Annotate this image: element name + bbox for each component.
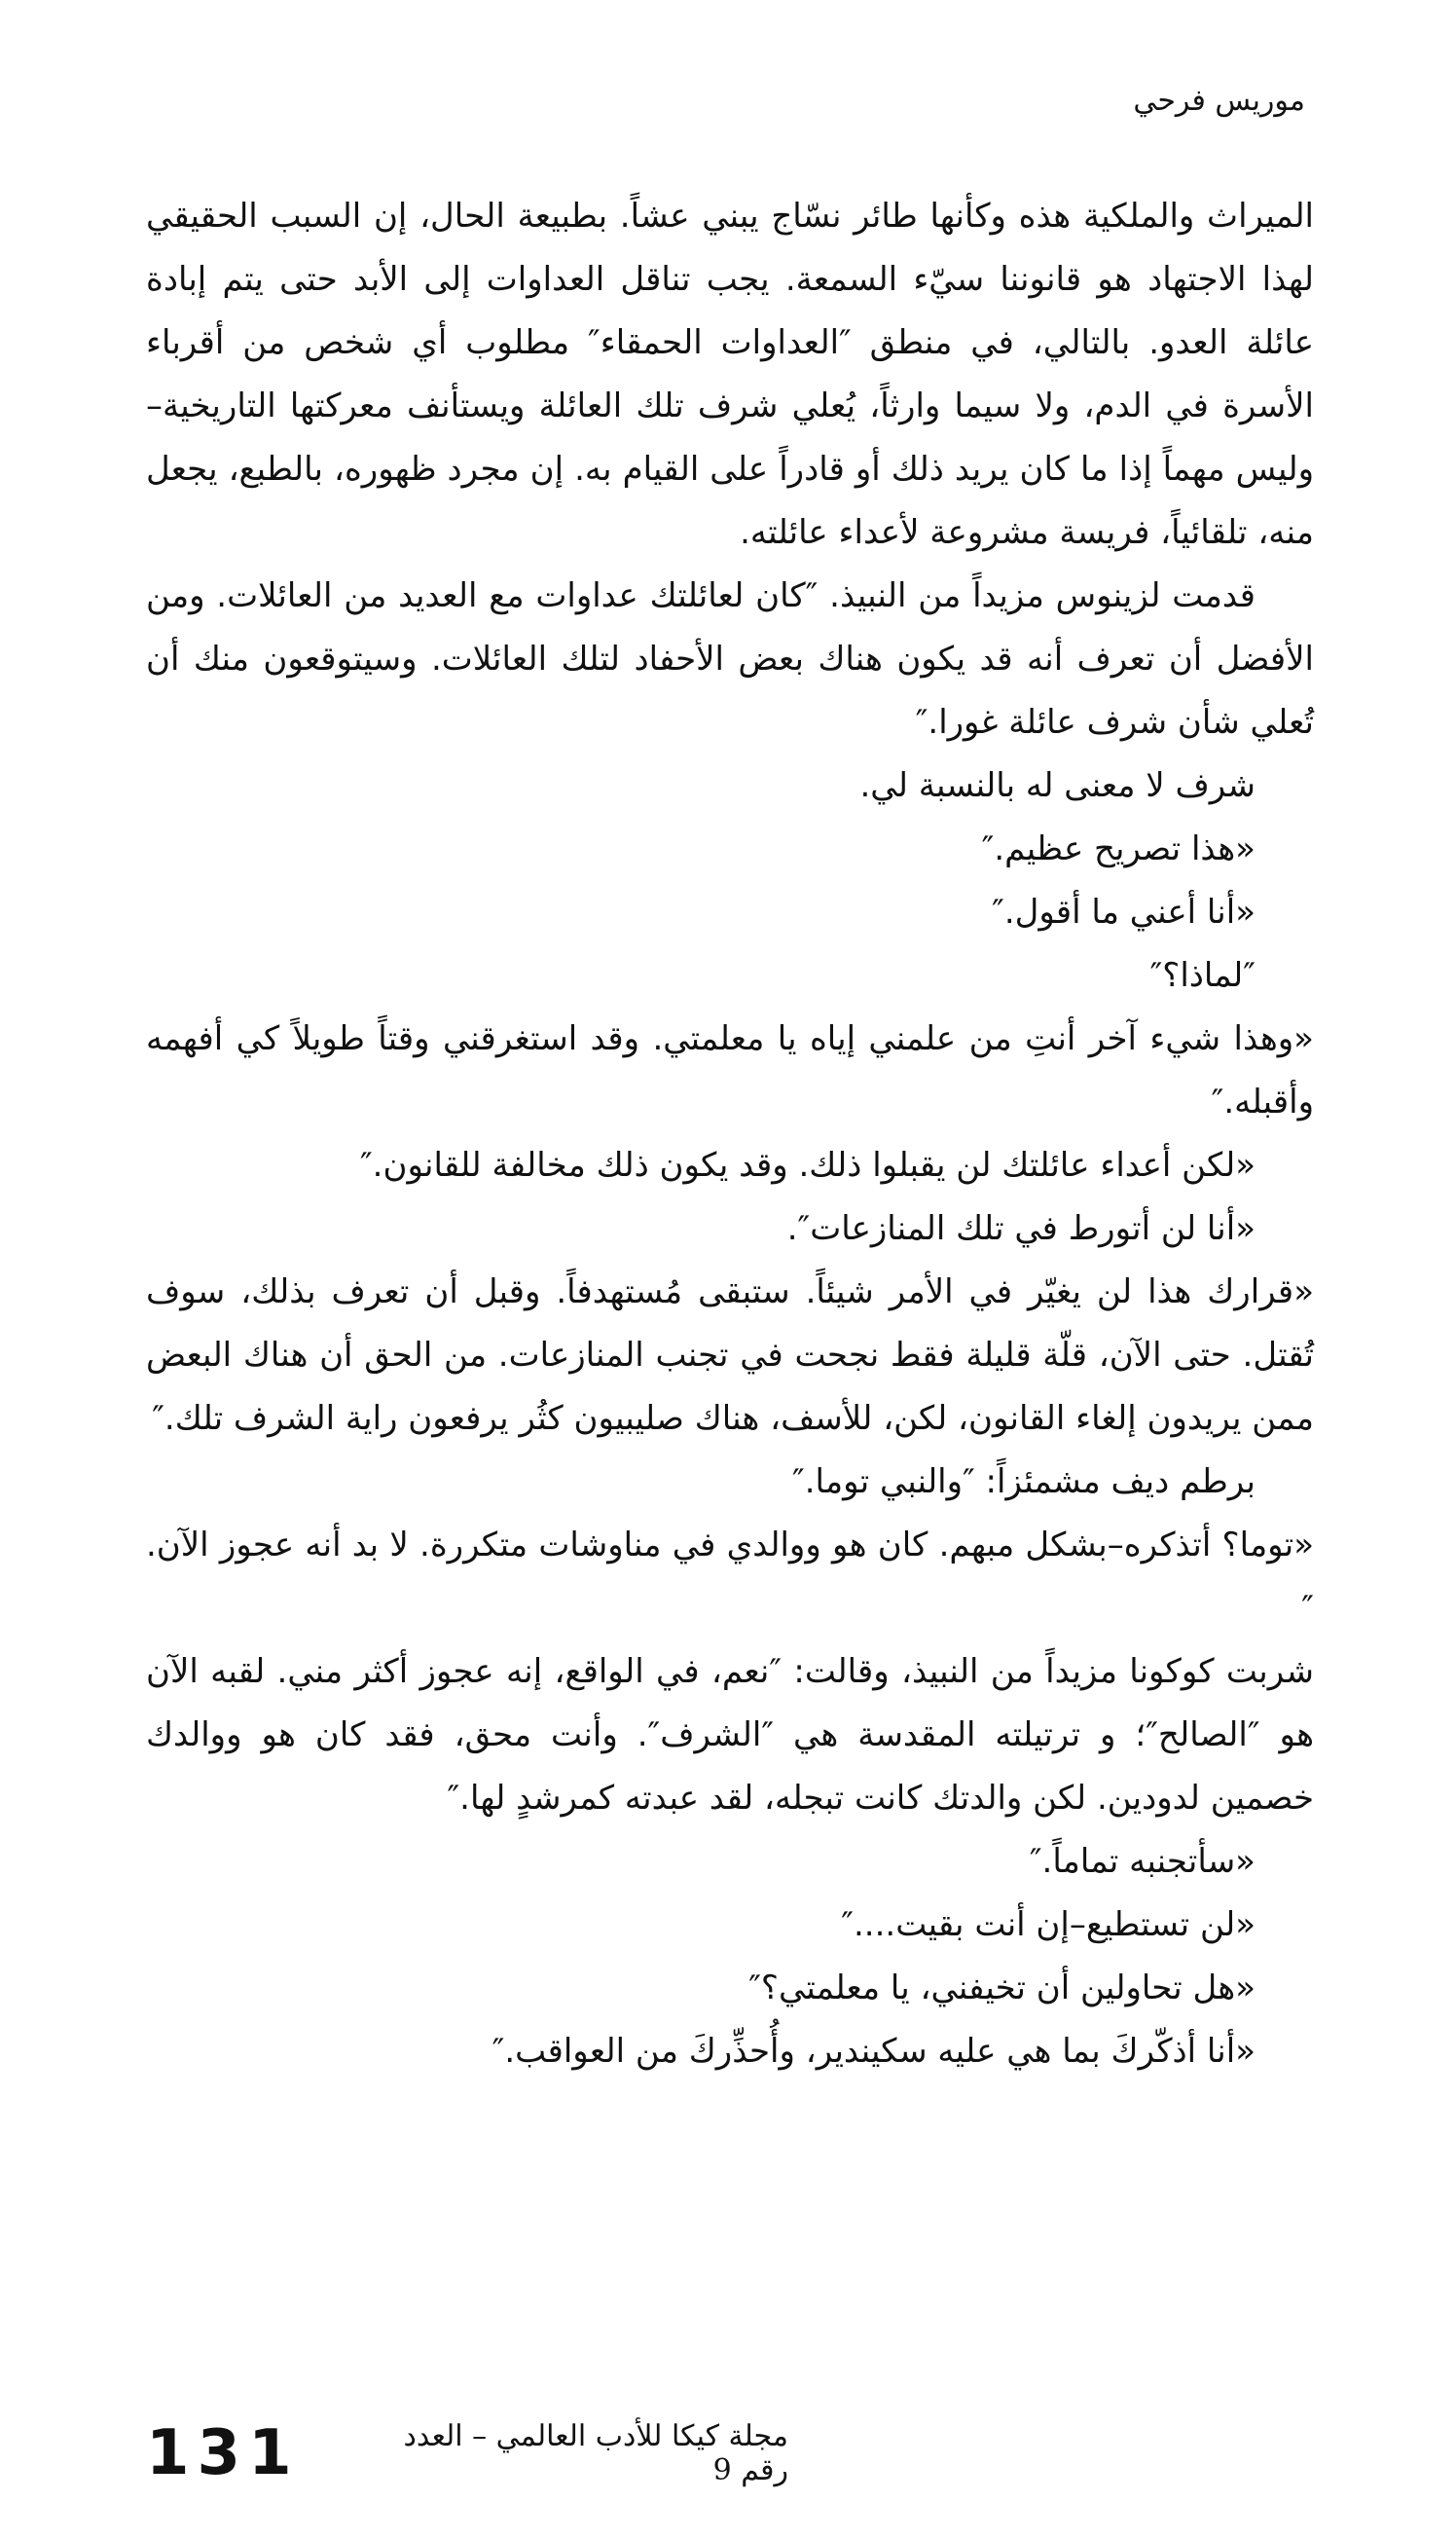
journal-title: مجلة كيكا للأدب العالمي – العدد رقم 9 [403, 2419, 788, 2487]
page-footer [146, 2414, 788, 2492]
running-head-author: موريس فرحي [1133, 84, 1305, 118]
paragraph: «لكن أعداء عائلتك لن يقبلوا ذلك. وقد يكون ذلك مخالفة للقانون.″ [359, 1146, 1256, 1185]
paragraph: «سأتجنبه تماماً.″ [1029, 1842, 1256, 1881]
paragraph: «أنا لن أتورط في تلك المنازعات″. [786, 1209, 1256, 1248]
paragraph: «قرارك هذا لن يغيّر في الأمر شيئاً. ستبقى مُستهدفاً. وقبل أن تعرف بذلك، سوف تُقتل. حتى الآن، قلّة قليلة فقط نجحت في تجنب المنازعات. من الحق أن هناك البعض ممن يريدون إلغاء القانون، لكن، للأسف، هناك صليبيون كثُر يرفعون راية الشرف تلك.″ [146, 1272, 1314, 1438]
body-text [146, 185, 1314, 2083]
paragraph: «أنا أعني ما أقول.″ [992, 893, 1256, 932]
paragraph: «أنا أذكّركَ بما هي عليه سكيندير، وأُحذِّركَ من العواقب.″ [491, 2032, 1256, 2071]
paragraph: الميراث والملكية هذه وكأنها طائر نسّاج يبني عشاً. بطبيعة الحال، إن السبب الحقيقي لهذا الاجتهاد هو قانوننا سيّء السمعة. يجب تناقل العداوات إلى الأبد حتى يتم إبادة عائلة العدو. بالتالي، في منطق ″العداوات الحمقاء″ مطلوب أي شخص من أقرباء الأسرة في الدم، ولا سيما وارثاً، يُعلي شرف تلك العائلة ويستأنف معركتها التاريخية–وليس مهماً إذا ما كان يريد ذلك أو قادراً على القيام به. إن مجرد ظهوره، بالطبع، يجعل منه، تلقائياً، فريسة مشروعة لأعداء عائلته. [146, 197, 1314, 552]
paragraph: «هذا تصريح عظيم.″ [981, 829, 1256, 868]
paragraph: «لن تستطيع–إن أنت بقيت....″ [841, 1905, 1256, 1944]
page-number: 131 [146, 2417, 300, 2489]
paragraph: شربت كوكونا مزيداً من النبيذ، وقالت: ″نعم، في الواقع، إنه عجوز أكثر مني. لقبه الآن هو ″الصالح″؛ و ترتيلته المقدسة هي ″الشرف″. وأنت محق، فقد كان هو ووالدك خصمين لدودين. لكن والدتك كانت تبجله، لقد عبدته كمرشدٍ لها.″ [146, 1652, 1314, 1818]
paragraph: شرف لا معنى له بالنسبة لي. [859, 766, 1256, 805]
paragraph: «وهذا شيء آخر أنتِ من علمني إياه يا معلمتي. وقد استغرقني وقتاً طويلاً كي أفهمه وأقبله.″ [146, 1019, 1314, 1122]
paragraph: برطم ديف مشمئزاً: ″والنبي توما.″ [792, 1462, 1256, 1501]
paragraph: قدمت لزينوس مزيداً من النبيذ. ″كان لعائلتك عداوات مع العديد من العائلات. ومن الأفضل أن تعرف أنه قد يكون هناك بعض الأحفاد لتلك العائلات. وسيتوقعون منك أن تُعلي شأن شرف عائلة غورا.″ [146, 576, 1314, 742]
paragraph: «هل تحاولين أن تخيفني، يا معلمتي؟″ [748, 1969, 1256, 2007]
paragraph: «توما؟ أتذكره–بشكل مبهم. كان هو ووالدي في مناوشات متكررة. لا بد أنه عجوز الآن.″ [146, 1526, 1314, 1628]
paragraph: ″لماذا؟″ [1149, 956, 1256, 995]
